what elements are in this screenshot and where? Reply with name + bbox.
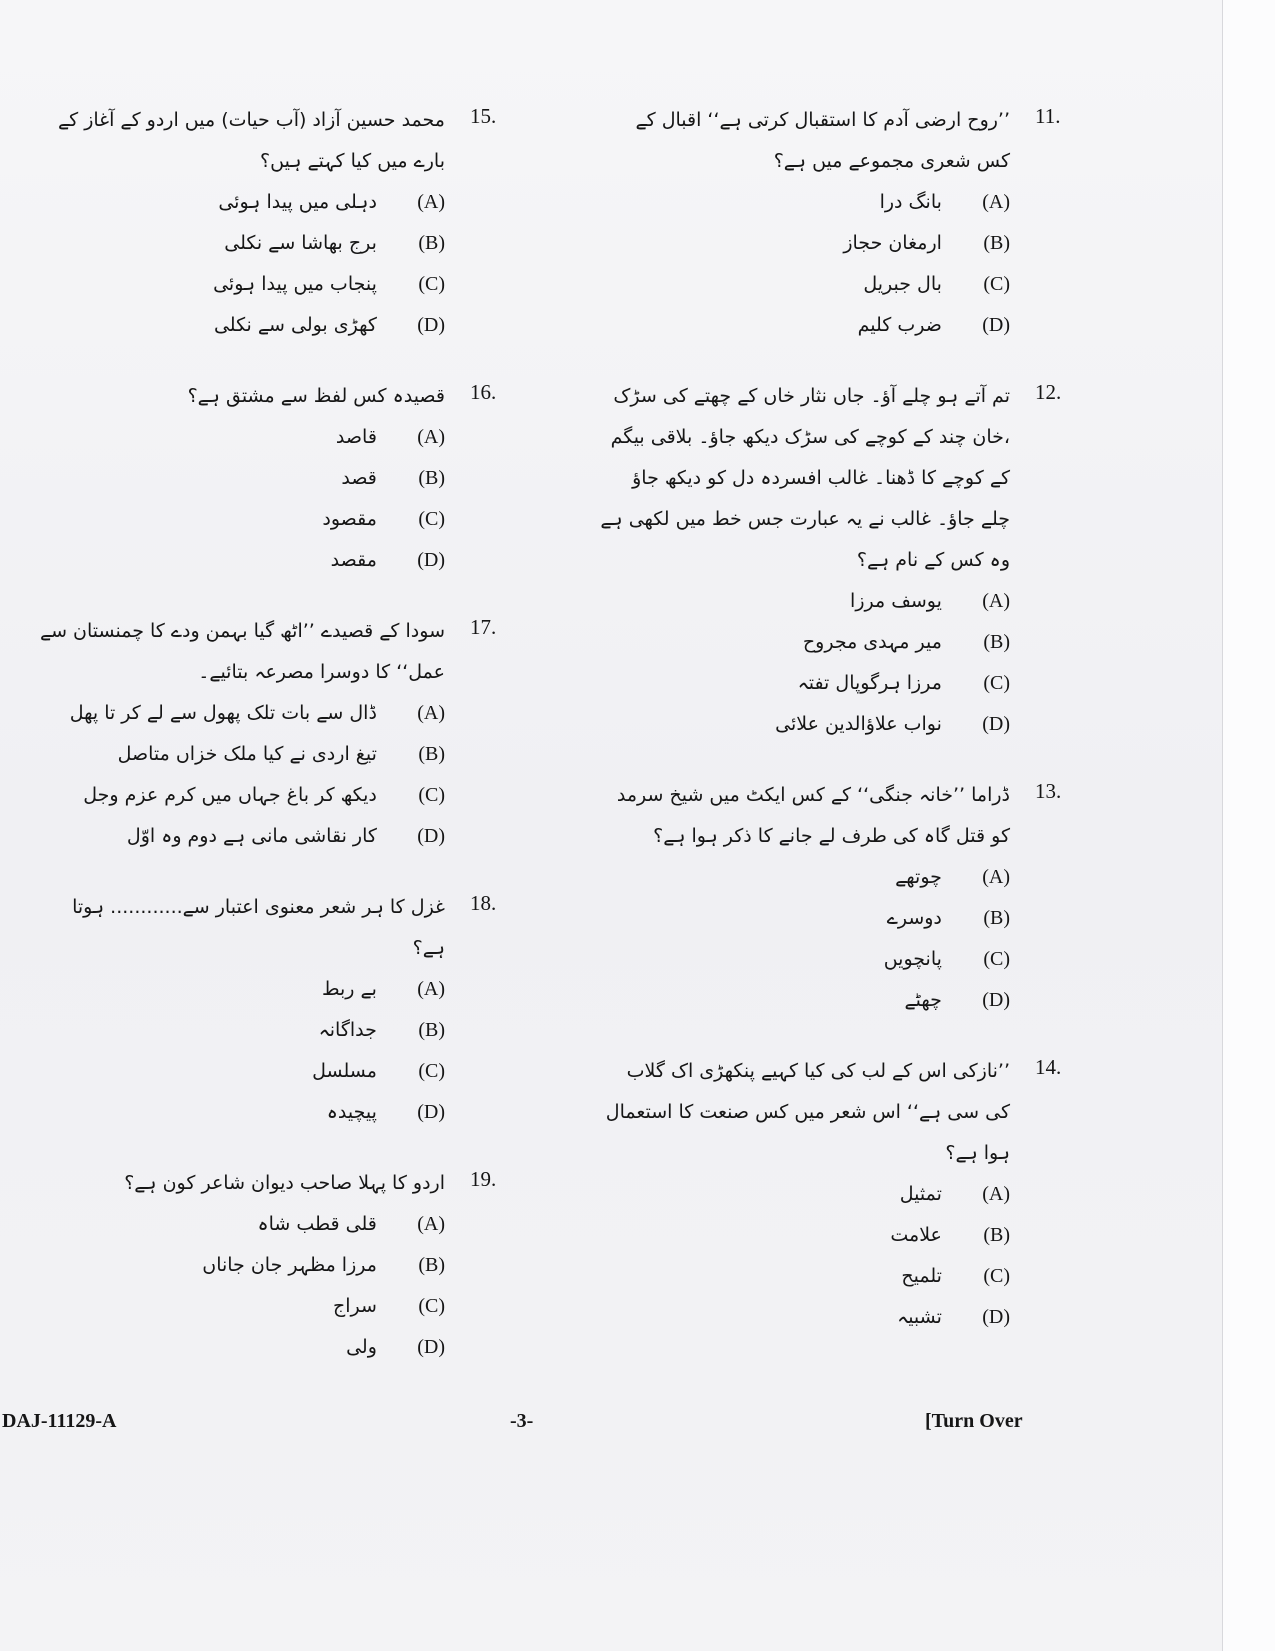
option-text: تشبیہ (897, 1306, 942, 1328)
option-label: (A) (417, 191, 445, 213)
question-number: 19. (470, 1167, 497, 1191)
option-row (35, 693, 445, 734)
option-text: مسلسل (312, 1060, 377, 1082)
option-row (600, 264, 1010, 305)
option-label: (A) (417, 1213, 445, 1235)
option-label: (D) (417, 1101, 445, 1123)
option-label: (B) (418, 1019, 445, 1041)
page-number: -3- (510, 1410, 534, 1432)
page-footer (0, 1410, 1100, 1440)
option-label: (B) (983, 1224, 1010, 1246)
option-row (600, 223, 1010, 264)
option-row (35, 417, 445, 458)
question-number: 11. (1035, 104, 1061, 128)
scan-edge (1222, 0, 1275, 1651)
option-text: دہلی میں پیدا ہوئی (218, 191, 377, 213)
option-label: (C) (418, 273, 445, 295)
option-text: پنجاب میں پیدا ہوئی (213, 273, 377, 295)
option-text: برج بھاشا سے نکلی (224, 232, 377, 254)
option-row (600, 182, 1010, 223)
option-row (600, 1174, 1010, 1215)
option-text: کار نقاشی مانی ہے دوم وہ اوّل (126, 825, 377, 847)
option-label: (C) (983, 273, 1010, 295)
option-row (35, 305, 445, 346)
option-text: ولی (346, 1336, 377, 1358)
option-text: دوسرے (886, 907, 942, 929)
option-text: دیکھ کر باغ جہاں میں کرم عزم وجل (83, 784, 377, 806)
question-number: 16. (470, 380, 497, 404)
option-text: قاصد (335, 426, 377, 448)
question-number: 18. (470, 891, 497, 915)
option-row (35, 182, 445, 223)
option-row (600, 1256, 1010, 1297)
question-text: غزل کا ہر شعر معنوی اعتبار سے............ ہوتا ہے؟ (72, 896, 445, 959)
option-row (600, 1215, 1010, 1256)
option-row (35, 458, 445, 499)
option-text: چوتھے (895, 866, 942, 888)
option-row (600, 898, 1010, 939)
option-label: (A) (982, 590, 1010, 612)
question-text: ’’نازکی اس کے لب کی کیا کہیے پنکھڑی اک گلاب کی سی ہے‘‘ اس شعر میں کس صنعت کا استعمال ہوا ہے؟ (605, 1060, 1010, 1164)
option-label: (D) (982, 314, 1010, 336)
option-label: (A) (417, 978, 445, 1000)
option-text: کھڑی بولی سے نکلی (213, 314, 377, 336)
left-column (35, 100, 515, 1398)
option-label: (C) (418, 508, 445, 530)
option-label: (B) (983, 232, 1010, 254)
option-row (35, 1051, 445, 1092)
option-text: تمثیل (899, 1183, 942, 1205)
option-text: یوسف مرزا (850, 590, 942, 612)
option-list (600, 182, 1010, 346)
option-label: (A) (417, 426, 445, 448)
option-label: (D) (982, 1306, 1010, 1328)
question-text: اردو کا پہلا صاحب دیوان شاعر کون ہے؟ (124, 1172, 445, 1194)
option-row (35, 775, 445, 816)
option-text: بال جبریل (863, 273, 942, 295)
option-text: چھٹے (904, 989, 942, 1011)
option-list (600, 581, 1010, 745)
option-list (35, 969, 445, 1133)
question-number: 14. (1035, 1055, 1062, 1079)
option-text: میر مہدی مجروح (802, 631, 942, 653)
question-item (600, 100, 1080, 346)
option-label: (D) (417, 825, 445, 847)
option-list (35, 182, 445, 346)
option-label: (C) (983, 948, 1010, 970)
option-text: سراج (332, 1295, 377, 1317)
option-text: تلمیح (901, 1265, 942, 1287)
option-text: ضرب کلیم (857, 314, 942, 336)
option-text: ارمغان حجاز (843, 232, 942, 254)
option-label: (D) (417, 1336, 445, 1358)
question-text: ’’روح ارضی آدم کا استقبال کرتی ہے‘‘ اقبال کے کس شعری مجموعے میں ہے؟ (635, 109, 1010, 172)
option-row (35, 499, 445, 540)
option-row (600, 857, 1010, 898)
question-item (35, 1163, 515, 1368)
turn-over-label: [Turn Over (925, 1410, 1023, 1432)
option-text: نواب علاؤالدین علائی (775, 713, 942, 735)
option-text: بے ربط (321, 978, 377, 1000)
option-text: مرزا مظہر جان جاناں (202, 1254, 377, 1276)
question-number: 15. (470, 104, 497, 128)
option-text: پیچیدہ (326, 1101, 377, 1123)
option-label: (A) (982, 1183, 1010, 1205)
question-item (35, 100, 515, 346)
option-label: (B) (418, 467, 445, 489)
option-label: (D) (417, 314, 445, 336)
option-row (35, 223, 445, 264)
option-text: قلی قطب شاہ (257, 1213, 377, 1235)
option-label: (C) (418, 784, 445, 806)
option-list (600, 857, 1010, 1021)
option-row (600, 663, 1010, 704)
option-text: مقصد (330, 549, 377, 571)
option-row (35, 1245, 445, 1286)
option-text: بانگ درا (879, 191, 942, 213)
question-number: 12. (1035, 380, 1062, 404)
question-item (35, 611, 515, 857)
option-list (35, 693, 445, 857)
question-text: قصیدہ کس لفظ سے مشتق ہے؟ (187, 385, 445, 407)
option-row (600, 305, 1010, 346)
option-list (600, 1174, 1010, 1338)
option-label: (D) (417, 549, 445, 571)
question-number: 17. (470, 615, 497, 639)
option-row (35, 1286, 445, 1327)
option-label: (B) (983, 907, 1010, 929)
option-label: (C) (418, 1295, 445, 1317)
option-row (35, 816, 445, 857)
option-text: مرزا ہرگوپال تفتہ (797, 672, 942, 694)
question-number: 13. (1035, 779, 1062, 803)
option-label: (A) (982, 191, 1010, 213)
option-row (35, 1092, 445, 1133)
right-column (600, 100, 1080, 1368)
question-item (600, 775, 1080, 1021)
option-row (600, 622, 1010, 663)
option-label: (C) (983, 672, 1010, 694)
option-list (35, 1204, 445, 1368)
option-label: (B) (418, 1254, 445, 1276)
option-label: (C) (983, 1265, 1010, 1287)
option-row (35, 734, 445, 775)
option-row (35, 1010, 445, 1051)
option-row (600, 581, 1010, 622)
option-row (35, 540, 445, 581)
option-label: (B) (983, 631, 1010, 653)
question-item (600, 1051, 1080, 1338)
option-text: پانچویں (883, 948, 942, 970)
option-text: ڈال سے بات تلک پھول سے لے کر تا پھل (69, 702, 377, 724)
question-text: سودا کے قصیدے ’’اٹھ گیا بہمن ودے کا چمنستان سے عمل‘‘ کا دوسرا مصرعہ بتائیے۔ (39, 620, 445, 683)
option-row (600, 980, 1010, 1021)
option-list (35, 417, 445, 581)
question-text: تم آتے ہو چلے آؤ۔ جاں نثار خاں کے چھتے کی سڑک ،خان چند کے کوچے کی سڑک دیکھ جاؤ۔ بلاقی بیگم کے کوچے کا ڈھنا۔ غالب افسردہ دل کو دیکھ جاؤ چلے جاؤ۔ غالب نے یہ عبارت جس خط میں لکھی ہے وہ کس کے نام ہے؟ (600, 385, 1010, 571)
option-text: قصد (341, 467, 377, 489)
question-item (35, 887, 515, 1133)
option-text: جداگانہ (318, 1019, 377, 1041)
option-label: (A) (417, 702, 445, 724)
option-text: علامت (890, 1224, 942, 1246)
question-item (35, 376, 515, 581)
option-row (600, 704, 1010, 745)
option-row (35, 1327, 445, 1368)
option-row (600, 939, 1010, 980)
question-text: محمد حسین آزاد (آب حیات) میں اردو کے آغاز کے بارے میں کیا کہتے ہیں؟ (58, 109, 445, 172)
option-label: (C) (418, 1060, 445, 1082)
option-row (35, 1204, 445, 1245)
option-label: (B) (418, 232, 445, 254)
option-label: (D) (982, 989, 1010, 1011)
option-text: تیغ اردی نے کیا ملک خزاں متاصل (117, 743, 377, 765)
paper-code: DAJ-11129-A (2, 1410, 117, 1432)
question-item (600, 376, 1080, 745)
option-text: مقصود (322, 508, 377, 530)
option-label: (B) (418, 743, 445, 765)
option-label: (A) (982, 866, 1010, 888)
option-row (35, 264, 445, 305)
option-row (35, 969, 445, 1010)
option-label: (D) (982, 713, 1010, 735)
option-row (600, 1297, 1010, 1338)
question-text: ڈراما ’’خانہ جنگی‘‘ کے کس ایکٹ میں شیخ سرمد کو قتل گاہ کی طرف لے جانے کا ذکر ہوا ہے؟ (616, 784, 1010, 847)
